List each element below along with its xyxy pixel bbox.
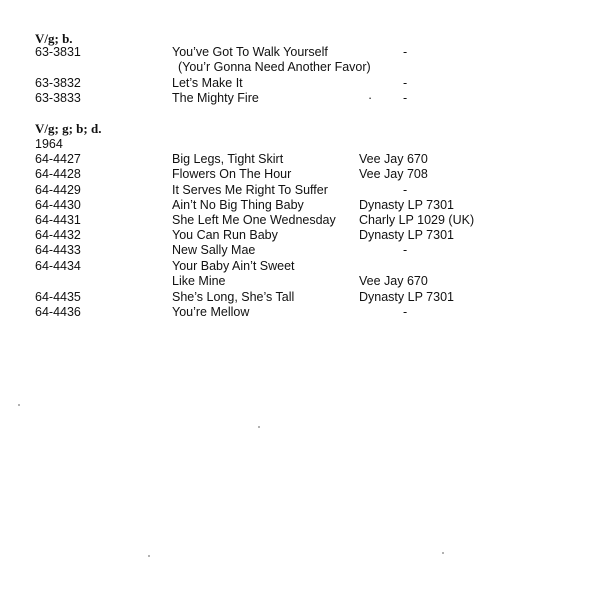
not-issued-dash: -	[403, 76, 408, 90]
session-year: 1964	[35, 137, 63, 151]
release-label: Vee Jay 670	[359, 152, 428, 166]
session2-row	[0, 258, 600, 274]
song-title: You’ve Got To Walk Yourself	[172, 45, 328, 59]
release-label: Vee Jay 670	[359, 274, 428, 288]
scan-speck	[148, 555, 150, 557]
release-label: Vee Jay 708	[359, 167, 428, 181]
scan-speck	[442, 552, 444, 554]
song-title: She’s Long, She’s Tall	[172, 290, 295, 304]
matrix-number: 64-4435	[35, 290, 81, 304]
session1-row	[0, 90, 600, 106]
matrix-number: 64-4431	[35, 213, 81, 227]
song-title: She Left Me One Wednesday	[172, 213, 336, 227]
session2-row	[0, 242, 600, 258]
song-title: You’re Mellow	[172, 305, 250, 319]
session1-row	[0, 44, 600, 60]
session1-row	[0, 59, 600, 75]
song-title: Ain’t No Big Thing Baby	[172, 198, 304, 212]
not-issued-dash: -	[403, 91, 408, 105]
matrix-number: 63-3833	[35, 91, 81, 105]
session1-row	[0, 75, 600, 91]
session2-row	[0, 166, 600, 182]
song-title: New Sally Mae	[172, 243, 256, 257]
session2-row	[0, 151, 600, 167]
release-label: Charly LP 1029 (UK)	[359, 213, 475, 227]
song-title: You Can Run Baby	[172, 228, 278, 242]
song-title-continued: (You’r Gonna Need Another Favor)	[178, 60, 371, 74]
song-title: It Serves Me Right To Suffer	[172, 183, 328, 197]
session2-row	[0, 227, 600, 243]
session2-row	[0, 197, 600, 213]
song-title: Big Legs, Tight Skirt	[172, 152, 284, 166]
song-title: Your Baby Ain’t Sweet	[172, 259, 295, 273]
not-issued-dash: -	[403, 243, 408, 257]
stray-mark: ·	[368, 91, 373, 105]
matrix-number: 63-3832	[35, 76, 81, 90]
not-issued-dash: -	[403, 183, 408, 197]
matrix-number: 64-4433	[35, 243, 81, 257]
scan-speck	[18, 404, 20, 406]
session2-row	[0, 289, 600, 305]
session2-row	[0, 212, 600, 228]
song-title-continued: Like Mine	[172, 274, 226, 288]
matrix-number: 64-4429	[35, 183, 81, 197]
song-title: The Mighty Fire	[172, 91, 259, 105]
matrix-number: 63-3831	[35, 45, 81, 59]
session-heading-1: V/g; b.	[35, 31, 73, 46]
release-label: Dynasty LP 7301	[359, 198, 454, 212]
matrix-number: 64-4432	[35, 228, 81, 242]
song-title: Let’s Make It	[172, 76, 243, 90]
session2-row	[0, 182, 600, 198]
not-issued-dash: -	[403, 305, 408, 319]
matrix-number: 64-4436	[35, 305, 81, 319]
matrix-number: 64-4428	[35, 167, 81, 181]
session2-row	[0, 273, 600, 289]
session2-row	[0, 304, 600, 320]
matrix-number: 64-4434	[35, 259, 81, 273]
release-label: Dynasty LP 7301	[359, 290, 454, 304]
matrix-number: 64-4430	[35, 198, 81, 212]
scan-speck	[258, 426, 260, 428]
release-label: Dynasty LP 7301	[359, 228, 454, 242]
matrix-number: 64-4427	[35, 152, 81, 166]
not-issued-dash: -	[403, 45, 408, 59]
session-heading-2: V/g; g; b; d.	[35, 121, 102, 136]
song-title: Flowers On The Hour	[172, 167, 292, 181]
